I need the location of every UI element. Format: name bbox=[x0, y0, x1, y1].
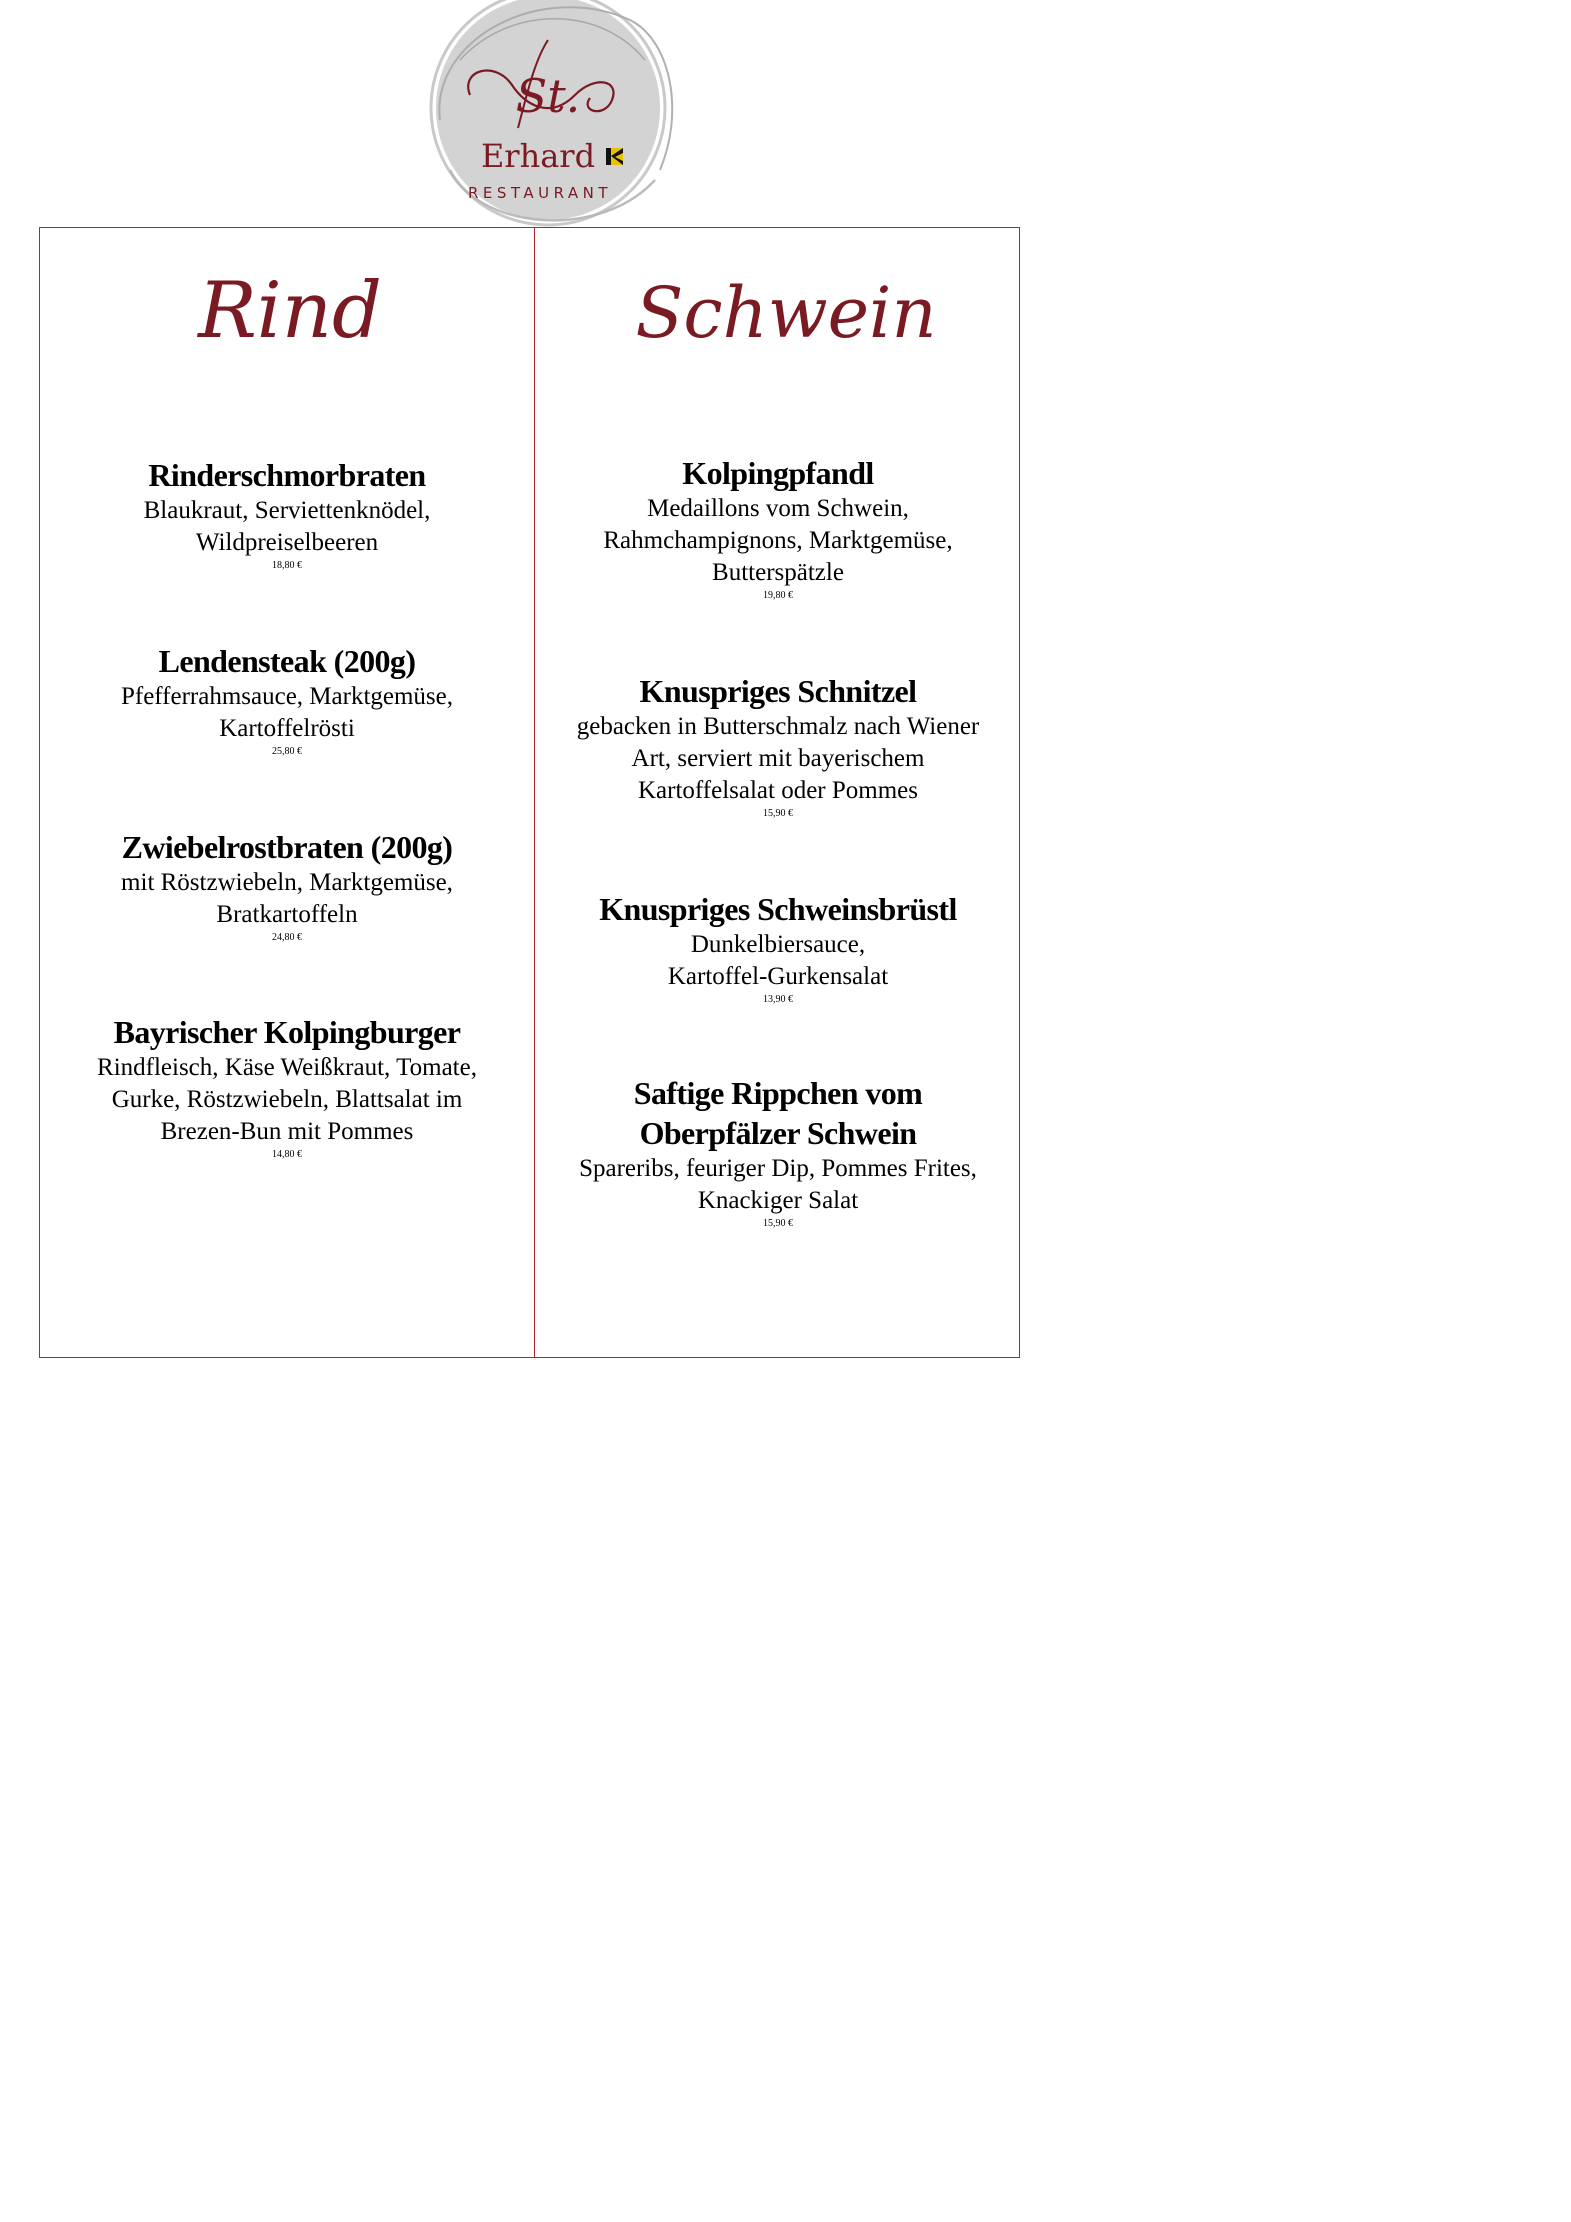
dish-description-line: mit Röstzwiebeln, Marktgemüse, bbox=[121, 869, 453, 896]
dish-price: 25,80 € bbox=[272, 746, 302, 757]
dish-description-line: Rindfleisch, Käse Weißkraut, Tomate, bbox=[97, 1054, 477, 1081]
dish-item bbox=[536, 1073, 1020, 1231]
column-divider bbox=[534, 227, 535, 1358]
dish-name: Zwiebelrostbraten (200g) bbox=[121, 829, 453, 865]
kolping-k-icon bbox=[606, 148, 623, 165]
dish-description-line: Pfefferrahmsauce, Marktgemüse, bbox=[120, 683, 454, 710]
section-title-schwein-text: Schwein bbox=[635, 272, 937, 354]
dish-description-line: Art, serviert mit bayerischem bbox=[631, 745, 925, 772]
dish-price: 13,90 € bbox=[763, 994, 793, 1005]
dish-name: Kolpingpfandl bbox=[682, 455, 874, 491]
section-title-rind-text: Rind bbox=[198, 266, 382, 356]
dish-description-line: Gurke, Röstzwiebeln, Blattsalat im bbox=[111, 1086, 463, 1113]
dish-description-line: Wildpreiselbeeren bbox=[195, 529, 379, 556]
dish-price: 15,90 € bbox=[763, 808, 793, 819]
dish-description-line: Kartoffelrösti bbox=[219, 715, 355, 742]
dish-description bbox=[536, 493, 1020, 589]
dish-description-line: Butterspätzle bbox=[712, 559, 844, 586]
dish-name: Rinderschmorbraten bbox=[148, 457, 426, 493]
dish-description-line: Dunkelbiersauce, bbox=[690, 931, 866, 958]
dish-description-line: Brezen-Bun mit Pommes bbox=[160, 1118, 414, 1145]
logo-name: Erhard bbox=[480, 137, 596, 175]
section-title-rind bbox=[40, 227, 534, 397]
dish-price: 14,80 € bbox=[272, 1149, 302, 1160]
dish-item bbox=[536, 671, 1020, 821]
dish-description-line: Kartoffelsalat oder Pommes bbox=[637, 777, 919, 804]
section-schwein bbox=[536, 227, 1020, 1358]
dish-description bbox=[536, 1153, 1020, 1217]
logo-graphic bbox=[400, 0, 690, 230]
dish-item bbox=[40, 827, 534, 945]
dish-description bbox=[40, 681, 534, 745]
dish-price: 24,80 € bbox=[272, 932, 302, 943]
dish-name bbox=[536, 1073, 1020, 1153]
dish-description-line: Knackiger Salat bbox=[697, 1187, 859, 1214]
dish-price: 15,90 € bbox=[763, 1218, 793, 1229]
dish-name: Knuspriges Schnitzel bbox=[639, 673, 917, 709]
section-rind bbox=[40, 227, 534, 1358]
section-title-schwein bbox=[536, 227, 1020, 397]
dish-price: 19,80 € bbox=[763, 590, 793, 601]
dish-name: Lendensteak (200g) bbox=[158, 643, 416, 679]
dish-name: Bayrischer Kolpingburger bbox=[113, 1014, 461, 1050]
dish-description bbox=[536, 929, 1020, 993]
dish-description bbox=[536, 711, 1020, 807]
dish-item bbox=[40, 455, 534, 573]
logo-monogram: St. bbox=[515, 69, 581, 123]
dish-price: 18,80 € bbox=[272, 560, 302, 571]
dish-item bbox=[536, 453, 1020, 603]
dish-item bbox=[40, 1012, 534, 1162]
dish-description-line: Rahmchampignons, Marktgemüse, bbox=[603, 527, 953, 554]
dish-description-line: Kartoffel-Gurkensalat bbox=[667, 963, 889, 990]
dish-name-line: Oberpfälzer Schwein bbox=[639, 1115, 917, 1151]
dish-description-line: Bratkartoffeln bbox=[216, 901, 358, 928]
dish-description bbox=[40, 495, 534, 559]
dish-name-line: Saftige Rippchen vom bbox=[633, 1075, 923, 1111]
dish-description bbox=[40, 1052, 534, 1148]
dish-description-line: Spareribs, feuriger Dip, Pommes Frites, bbox=[579, 1155, 977, 1182]
dish-description-line: gebacken in Butterschmalz nach Wiener bbox=[576, 713, 980, 740]
dish-description-line: Blaukraut, Serviettenknödel, bbox=[143, 497, 431, 524]
restaurant-logo bbox=[400, 0, 690, 230]
dish-item bbox=[536, 889, 1020, 1007]
dish-description bbox=[40, 867, 534, 931]
dish-item bbox=[40, 641, 534, 759]
dish-description-line: Medaillons vom Schwein, bbox=[647, 495, 909, 522]
logo-subtitle: RESTAURANT bbox=[467, 184, 613, 202]
dish-name: Knuspriges Schweinsbrüstl bbox=[599, 891, 957, 927]
